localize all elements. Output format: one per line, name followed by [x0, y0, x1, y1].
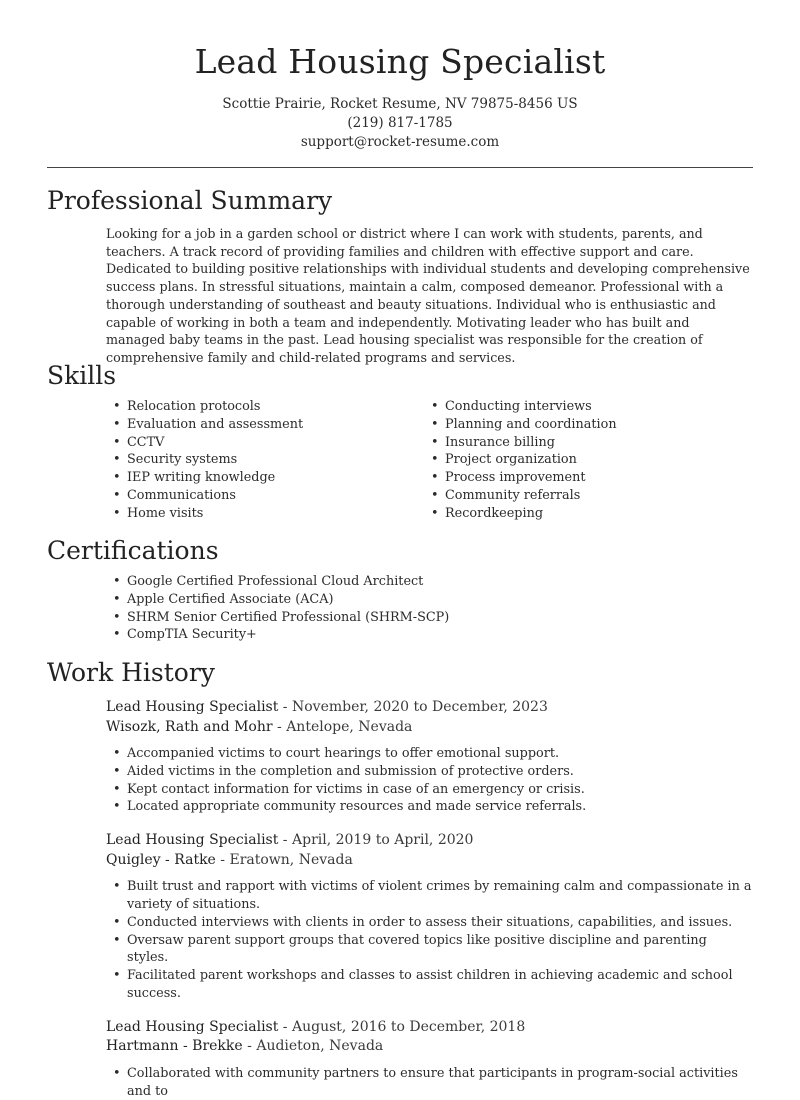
job-company: Wisozk, Rath and Mohr	[106, 718, 273, 735]
job-location: Eratown, Nevada	[229, 851, 353, 868]
job-entry	[106, 1018, 753, 1100]
skills-right-list	[424, 398, 742, 523]
job-dates: August, 2016 to December, 2018	[292, 1018, 526, 1035]
job-title: Lead Housing Specialist	[106, 699, 279, 715]
skills-heading: Skills	[47, 361, 117, 390]
skills-left-list	[106, 398, 424, 523]
job-duty: • Conducted interviews with clients in order to assess their situations, capabilities, and issues.	[106, 914, 752, 932]
summary-section	[47, 186, 753, 367]
certification-item: • CompTIA Security+	[106, 626, 753, 644]
certification-item: • Apple Certified Associate (ACA)	[106, 591, 753, 609]
job-duty: • Collaborated with community partners to ensure that participants in program-social activities and to	[106, 1065, 752, 1100]
summary-heading: Professional Summary	[47, 186, 333, 215]
certification-item: • Google Certified Professional Cloud Architect	[106, 573, 753, 591]
skill-item: • Communications	[106, 487, 424, 505]
certifications-section	[47, 536, 753, 644]
job-title: Lead Housing Specialist	[106, 832, 279, 849]
contact-address: Scottie Prairie, Rocket Resume, NV 79875-8456 US	[222, 96, 578, 112]
skill-item: • Planning and coordination	[424, 416, 742, 434]
skill-item: • Recordkeeping	[424, 505, 742, 523]
job-title: Lead Housing Specialist	[106, 1018, 279, 1035]
job-duty: • Oversaw parent support groups that covered topics like positive discipline and parenting styles.	[106, 932, 752, 968]
certifications-list	[106, 573, 753, 644]
skill-item: • IEP writing knowledge	[106, 469, 424, 487]
summary-paragraph: Looking for a job in a garden school or district where I can work with students, parents, and teachers. A track record of providing families and children with effective support and care. Dedicated to building positive relationships with individual students and developing comprehensive success plans. In stressful situations, maintain a calm, composed demeanor. Professional with a thorough understanding of southeast and beauty situations. Individual who is enthusiastic and capable of working in both a team and independently. Motivating leader who has built and managed baby teams in the past. Lead housing specialist was responsible for the creation of comprehensive family and child-related programs and services.	[106, 226, 750, 365]
candidate-title: Lead Housing Specialist	[194, 42, 606, 81]
work-history-section	[47, 658, 753, 1100]
job-title-line: Lead Housing Specialist - November, 2020 to December, 2023	[106, 699, 548, 715]
job-company-line: Quigley - Ratke - Eratown, Nevada	[106, 851, 353, 868]
work-history-heading: Work History	[47, 658, 215, 687]
job-company-line: Wisozk, Rath and Mohr - Antelope, Nevada	[106, 718, 413, 735]
job-title-line: Lead Housing Specialist - August, 2016 to December, 2018	[106, 1018, 526, 1035]
skill-item: • Community referrals	[424, 487, 742, 505]
contact-phone: (219) 817-1785	[347, 115, 453, 131]
job-duty: • Accompanied victims to court hearings to offer emotional support.	[106, 745, 752, 763]
skill-item: • Relocation protocols	[106, 398, 424, 416]
skill-item: • Home visits	[106, 505, 424, 523]
skill-item: • Conducting interviews	[424, 398, 742, 416]
job-duty: • Facilitated parent workshops and classes to assist children in achieving academic and school success.	[106, 967, 752, 1003]
job-duty: • Kept contact information for victims in case of an emergency or crisis.	[106, 781, 752, 799]
contact-email: support@rocket-resume.com	[300, 134, 500, 150]
job-company: Hartmann - Brekke	[106, 1038, 243, 1055]
job-dates: April, 2019 to April, 2020	[292, 832, 474, 849]
job-company: Quigley - Ratke	[106, 851, 216, 868]
job-duty: • Built trust and rapport with victims of violent crimes by remaining calm and compassionate in a variety of situations.	[106, 878, 752, 914]
skill-item: • Project organization	[424, 451, 742, 469]
job-dates: November, 2020 to December, 2023	[292, 699, 548, 715]
job-duties-list	[106, 878, 752, 1003]
certifications-heading: Certifications	[47, 536, 219, 565]
job-duty: • Aided victims in the completion and submission of protective orders.	[106, 763, 752, 781]
job-location: Antelope, Nevada	[286, 718, 413, 735]
job-title-line: Lead Housing Specialist - April, 2019 to April, 2020	[106, 832, 474, 849]
job-duty: • Located appropriate community resources and made service referrals.	[106, 798, 752, 816]
skill-item: • Evaluation and assessment	[106, 416, 424, 434]
skill-item: • Insurance billing	[424, 434, 742, 452]
skills-section	[47, 361, 753, 523]
job-entry	[106, 698, 753, 816]
job-entry	[106, 831, 753, 1003]
job-location: Audieton, Nevada	[256, 1038, 384, 1055]
skills-columns	[106, 398, 753, 523]
certification-item: • SHRM Senior Certified Professional (SHRM-SCP)	[106, 609, 753, 627]
skill-item: • CCTV	[106, 434, 424, 452]
header-divider	[47, 167, 753, 168]
job-duties-list	[106, 1065, 752, 1100]
skill-item: • Process improvement	[424, 469, 742, 487]
skill-item: • Security systems	[106, 451, 424, 469]
job-duties-list	[106, 745, 752, 816]
job-company-line: Hartmann - Brekke - Audieton, Nevada	[106, 1038, 384, 1055]
contact-block	[0, 95, 800, 152]
resume-header	[0, 0, 800, 152]
